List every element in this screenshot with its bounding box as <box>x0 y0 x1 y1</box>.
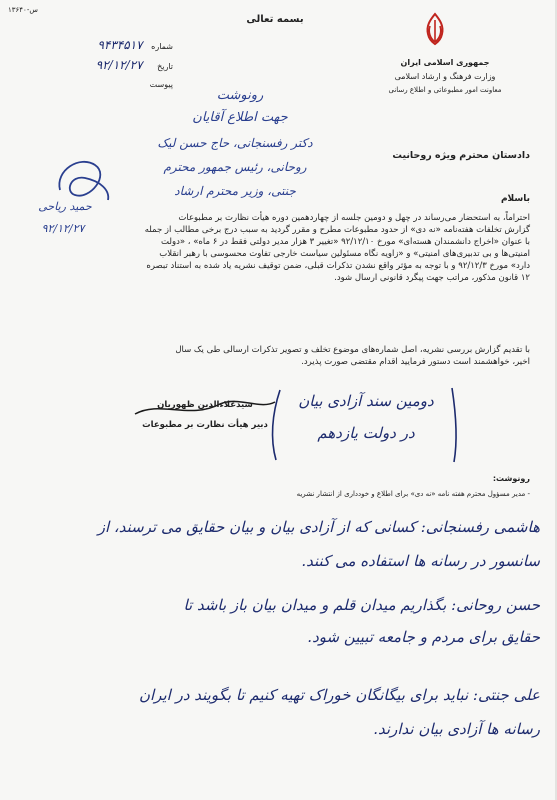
handwritten-box <box>262 384 462 464</box>
letter-body <box>70 212 530 284</box>
handwritten-quote-line: حسن روحانی: بگذاریم میدان قلم و میدان بیان باز باشد تا <box>183 596 540 614</box>
body-line: اخیر، خواهشمند است دستور فرمایید اقدام مقتضی صورت پذیرد. <box>301 357 530 367</box>
bismillah: بسمه تعالی <box>246 14 304 25</box>
handwritten-top-line-3: دکتر رفسنجانی، حاج حسن لیک <box>157 136 313 150</box>
recipient: دادستان محترم ویژه روحانیت <box>392 150 530 161</box>
org-line-3: معاونت امور مطبوعاتی و اطلاع رسانی <box>388 86 502 94</box>
cc-label: رونوشت: <box>492 474 530 483</box>
handwritten-date: ۹۲/۱۲/۲۷ <box>41 222 85 235</box>
handwritten-quote-line: هاشمی رفسنجانی: کسانی که از آزادی بیان و بیان حقایق می ترسند، از <box>97 518 540 536</box>
handwritten-top-line-1: رونوشت <box>216 88 264 103</box>
letter-body-2 <box>110 344 530 368</box>
emblem-of-iran-icon <box>420 12 450 46</box>
signer-name: سیدعلاءالدین ظهوریان <box>157 400 253 410</box>
handwritten-quote-line: رسانه ها آزادی بیان ندارند. <box>373 720 540 738</box>
number-value: ۹۴۳۴۵۱۷ <box>97 38 143 52</box>
date-value: ۹۲/۱۲/۲۷ <box>95 58 143 72</box>
org-line-1: جمهوری اسلامی ایران <box>400 58 490 67</box>
number-field <box>28 38 173 52</box>
body-line: ۱۲ قانون مذکور، مراتب جهت پیگرد قانونی ارسال شود. <box>334 273 530 283</box>
body-line: گزارش تخلفات هفته‌نامه «نه دی» از حدود مطبوعات مطرح و مقرر گردید به سبب درج برخی مطالب از جمله <box>144 225 530 235</box>
handwritten-top-line-4: روحانی، رئیس جمهور محترم <box>163 160 307 174</box>
ref-code: س-۱۳۶۴۰ <box>8 6 38 14</box>
handwritten-quote-line: حقایق برای مردم و جامعه تبیین شود. <box>307 628 540 646</box>
handwritten-quote-line: سانسور در رسانه ها استفاده می کنند. <box>301 552 540 570</box>
body-line: با تقدیم گزارش بررسی نشریه، اصل شماره‌های موضوع تخلف و تصویر تذکرات ارسالی طی یک سال <box>175 345 530 355</box>
handwritten-signature-name: حمید ریاحی <box>38 200 92 213</box>
handwritten-top-line-2: جهت اطلاع آقایان <box>192 110 288 125</box>
handwritten-box-line-1: دومین سند آزادی بیان <box>298 392 434 410</box>
body-line: امنیتی‌ها و بی تدبیری‌های امنیتی» و «زاویه نگاه مسئولین سیاست خارجی تفاوت محسوسی با رهبر انقلاب <box>159 249 530 259</box>
handwritten-top-line-5: جنتی، وزیر محترم ارشاد <box>174 184 296 198</box>
org-line-2: وزارت فرهنگ و ارشاد اسلامی <box>394 72 496 81</box>
handwritten-box-line-2: در دولت یازدهم <box>317 424 415 442</box>
body-line: با عنوان «اخراج دانشمندان هسته‌ای» مورخ ۹۲/۱۲/۱۰ «تغییر ۳ هزار مدیر دولتی فقط در ۶ ماه» ، «دولت <box>161 237 530 247</box>
date-field <box>28 58 173 72</box>
salutation: باسلام <box>500 194 530 204</box>
signer-title: دبیر هیأت نظارت بر مطبوعات <box>142 420 268 430</box>
attachment-label: پیوست <box>149 80 173 89</box>
body-line: دارد» مورخ ۹۲/۱۲/۳ و با توجه به مؤثر واقع نشدن تذکرات قبلی، ضمن توقیف نشریه یاد شده به استناد تبصره <box>146 261 530 271</box>
date-label: تاریخ <box>157 62 173 71</box>
number-label: شماره <box>151 42 173 51</box>
cc-line: - مدیر مسؤول محترم هفته نامه «نه دی» برای اطلاع و خودداری از انتشار نشریه <box>296 490 530 498</box>
handwritten-quote-line: علی جنتی: نباید برای بیگانگان خوراک تهیه کنیم تا بگویند در ایران <box>139 686 540 704</box>
body-line: احتراماً، به استحضار می‌رساند در چهل و دومین جلسه از چهاردهمین دوره هیأت نظارت بر مطبوعات <box>178 213 530 223</box>
